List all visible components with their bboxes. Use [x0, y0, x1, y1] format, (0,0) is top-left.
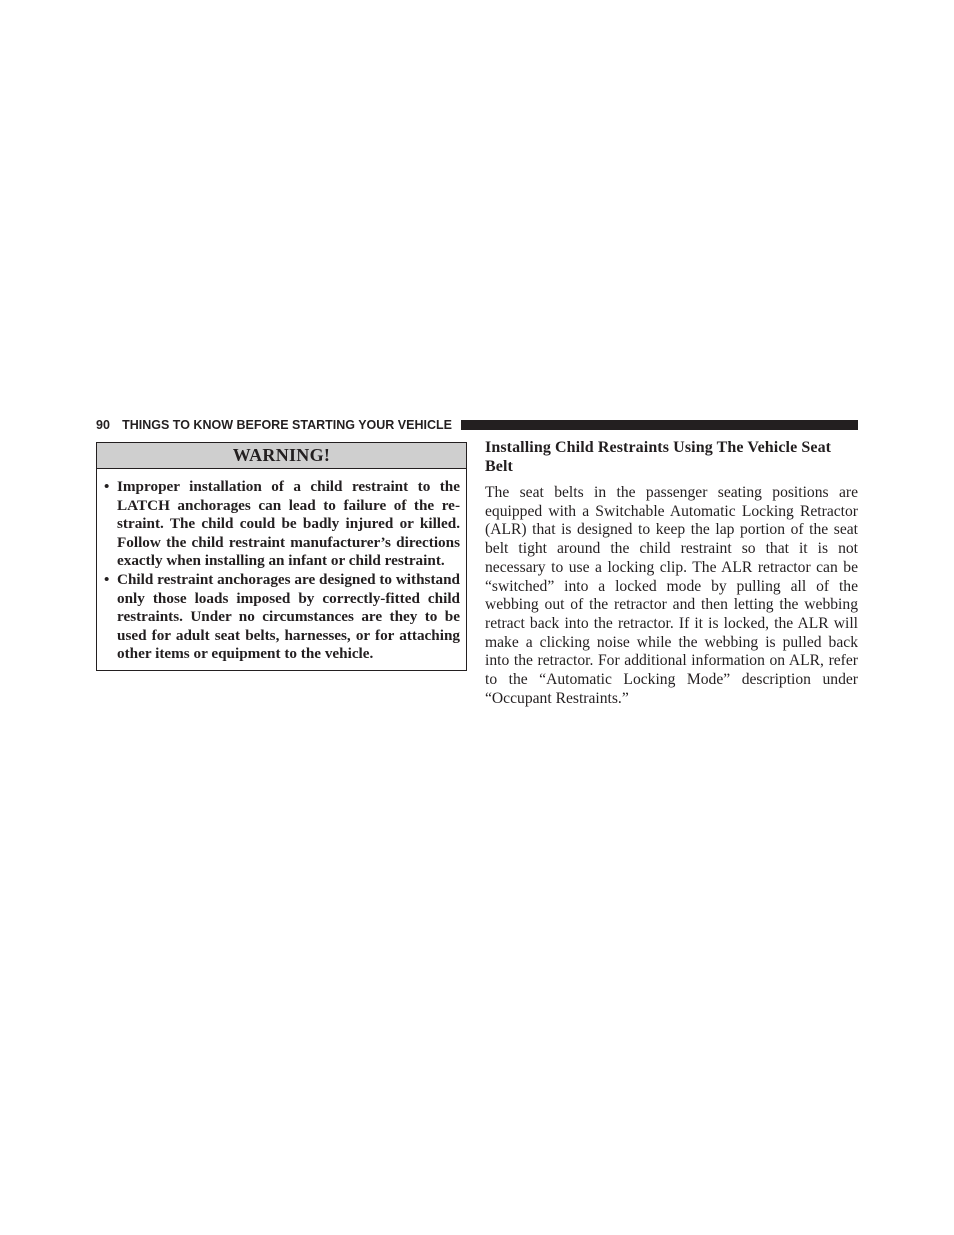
- warning-item-text: Improper installation of a child restraint to the LATCH anchorages can lead to failure of the restraint. The child could be badly injured or killed. Follow the child restraint manufacturer’s directions exactly when installing an infant or child restraint.: [117, 478, 460, 570]
- section-heading: Installing Child Restraints Using The Vehicle Seat Belt: [485, 439, 832, 475]
- warning-title: WARNING!: [97, 443, 466, 469]
- warning-item: [104, 478, 460, 571]
- section-body: The seat belts in the passenger seating positions are equipped with a Switchable Automatic Locking Retractor (ALR) that is designed to keep the lap portion of the seat belt tight around the child restraint so that it is not necessary to use a locking clip. The ALR retractor can be “switched” into a locked mode by pulling all of the webbing out of the retractor and then letting the webbing retract back into the retractor. If it is locked, the ALR will make a clicking noise while the webbing is pulled back into the retractor. For additional information on ALR, refer to the “Automatic Locking Mode” description under “Occupant Restraints.”: [485, 484, 858, 707]
- warning-box: [96, 442, 467, 671]
- section-title: THINGS TO KNOW BEFORE STARTING YOUR VEHICLE: [122, 418, 452, 432]
- header-rule: [461, 420, 858, 430]
- warning-item: [104, 570, 460, 664]
- bullet-icon: •: [104, 570, 110, 588]
- bullet-icon: •: [104, 478, 110, 495]
- page-header: [96, 417, 858, 433]
- page-number: 90: [96, 418, 111, 432]
- section-column: [485, 438, 858, 708]
- warning-item-text: Child restraint anchorages are designed to withstand only those loads imposed by correctly-fitted child restraints. Under no circumstances are they to be used for adult seat belts, harnesses, or for attaching other items or equipment to the vehicle.: [117, 570, 460, 663]
- warning-list: [97, 469, 466, 664]
